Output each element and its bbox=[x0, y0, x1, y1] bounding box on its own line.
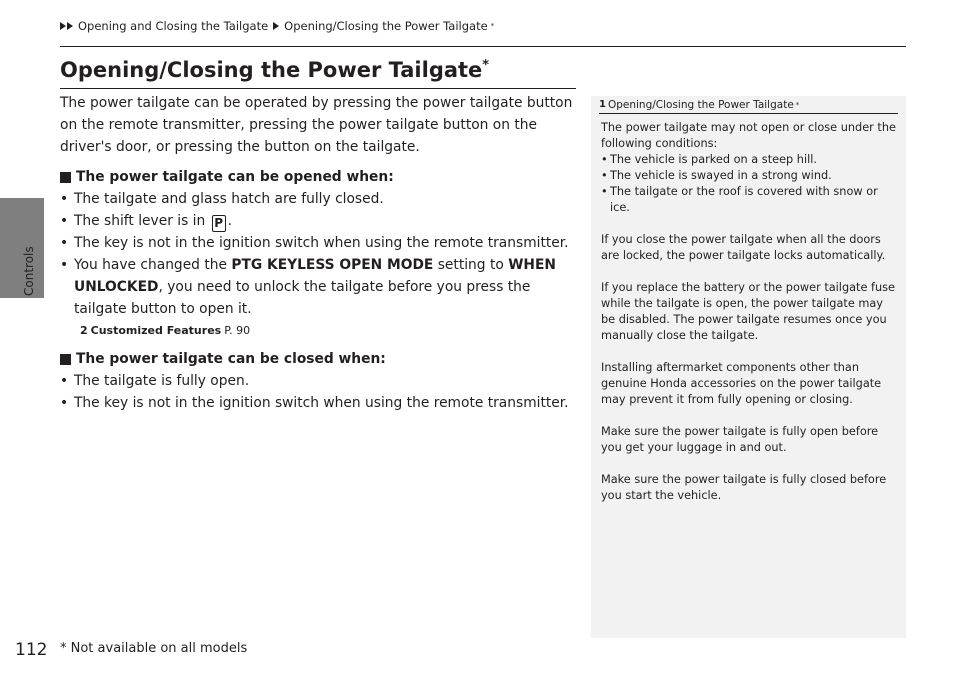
page-number: 112 bbox=[15, 640, 48, 660]
list-item: • The vehicle is swayed in a strong wind. bbox=[601, 168, 896, 184]
sidebar-paragraph: Make sure the power tailgate is fully closed before you start the vehicle. bbox=[601, 473, 887, 502]
list-item: • The tailgate and glass hatch are fully closed. bbox=[60, 188, 580, 210]
breadcrumb-current: Opening/Closing the Power Tailgate bbox=[284, 19, 488, 33]
breadcrumb-separator-icon bbox=[273, 22, 279, 30]
close-conditions-list bbox=[60, 370, 580, 414]
page-title-mark: * bbox=[482, 58, 490, 73]
close-conditions-heading-text: The power tailgate can be closed when: bbox=[76, 351, 386, 367]
sidebar-paragraph: Make sure the power tailgate is fully open before you get your luggage in and out. bbox=[601, 425, 879, 454]
title-rule bbox=[60, 88, 576, 89]
gear-p-icon: P bbox=[212, 215, 226, 232]
xref-label[interactable]: Customized Features bbox=[90, 324, 222, 337]
sidebar-heading bbox=[599, 96, 898, 114]
breadcrumb bbox=[60, 19, 494, 33]
cross-reference[interactable] bbox=[60, 320, 580, 342]
intro-paragraph: The power tailgate can be operated by pressing the power tailgate button on the remote transmitter, pressing the power tailgate button on the driver's door, or pressing the button on the tailgate. bbox=[60, 95, 573, 155]
sidebar-paragraph: If you replace the battery or the power tailgate fuse while the tailgate is open, the power tailgate may be disabled. The power tailgate resumes once you manually close the tailgate. bbox=[601, 281, 895, 342]
sidebar-body bbox=[591, 114, 906, 504]
list-item-text: The shift lever is in bbox=[74, 213, 206, 229]
open-conditions-list bbox=[60, 188, 580, 320]
page-title bbox=[60, 58, 489, 82]
breadcrumb-arrow-icon bbox=[60, 22, 73, 30]
list-item-suffix: . bbox=[227, 213, 233, 229]
square-bullet-icon bbox=[60, 172, 71, 183]
keyless-pre: You have changed the bbox=[74, 257, 232, 273]
list-item: • The vehicle is parked on a steep hill. bbox=[601, 152, 896, 168]
sidebar-title-mark: * bbox=[795, 101, 800, 109]
open-conditions-heading bbox=[60, 166, 580, 188]
list-item bbox=[60, 210, 580, 232]
sidebar-paragraph: Installing aftermarket components other than genuine Honda accessories on the power tailgate may prevent it from fully opening or closing. bbox=[601, 361, 882, 406]
sidebar-conditions-list bbox=[601, 152, 896, 216]
xref-page[interactable]: P. 90 bbox=[224, 324, 251, 337]
sidebar-intro: The power tailgate may not open or close under the following conditions: bbox=[601, 121, 896, 150]
page-title-text: Opening/Closing the Power Tailgate bbox=[60, 58, 483, 82]
breadcrumb-current-mark: * bbox=[490, 22, 495, 30]
open-conditions-heading-text: The power tailgate can be opened when: bbox=[76, 169, 394, 185]
list-item bbox=[60, 254, 580, 320]
sidebar-marker-icon: 1 bbox=[599, 99, 606, 110]
square-bullet-icon bbox=[60, 354, 71, 365]
breadcrumb-parent[interactable]: Opening and Closing the Tailgate bbox=[78, 19, 269, 33]
list-item: • The key is not in the ignition switch when using the remote transmitter. bbox=[60, 392, 580, 414]
footnote: * Not available on all models bbox=[60, 641, 248, 656]
keyless-mid: setting to bbox=[433, 257, 509, 273]
chapter-tab-label: Controls bbox=[22, 246, 36, 296]
sidebar-title: Opening/Closing the Power Tailgate bbox=[607, 99, 794, 111]
xref-arrow-icon: 2 bbox=[80, 324, 88, 337]
main-content bbox=[60, 92, 580, 414]
keyless-setting-value: WHEN UNLOCKED bbox=[74, 257, 556, 295]
header-rule bbox=[60, 46, 906, 47]
notes-sidebar bbox=[591, 96, 906, 638]
list-item: • The key is not in the ignition switch when using the remote transmitter. bbox=[60, 232, 580, 254]
keyless-post: , you need to unlock the tailgate before you press the tailgate button to open it. bbox=[74, 279, 531, 317]
keyless-setting-name: PTG KEYLESS OPEN MODE bbox=[231, 257, 434, 273]
list-item: • The tailgate or the roof is covered with snow or ice. bbox=[601, 184, 896, 216]
list-item: • The tailgate is fully open. bbox=[60, 370, 580, 392]
sidebar-paragraph: If you close the power tailgate when all the doors are locked, the power tailgate locks automatically. bbox=[601, 233, 886, 262]
close-conditions-heading bbox=[60, 348, 580, 370]
